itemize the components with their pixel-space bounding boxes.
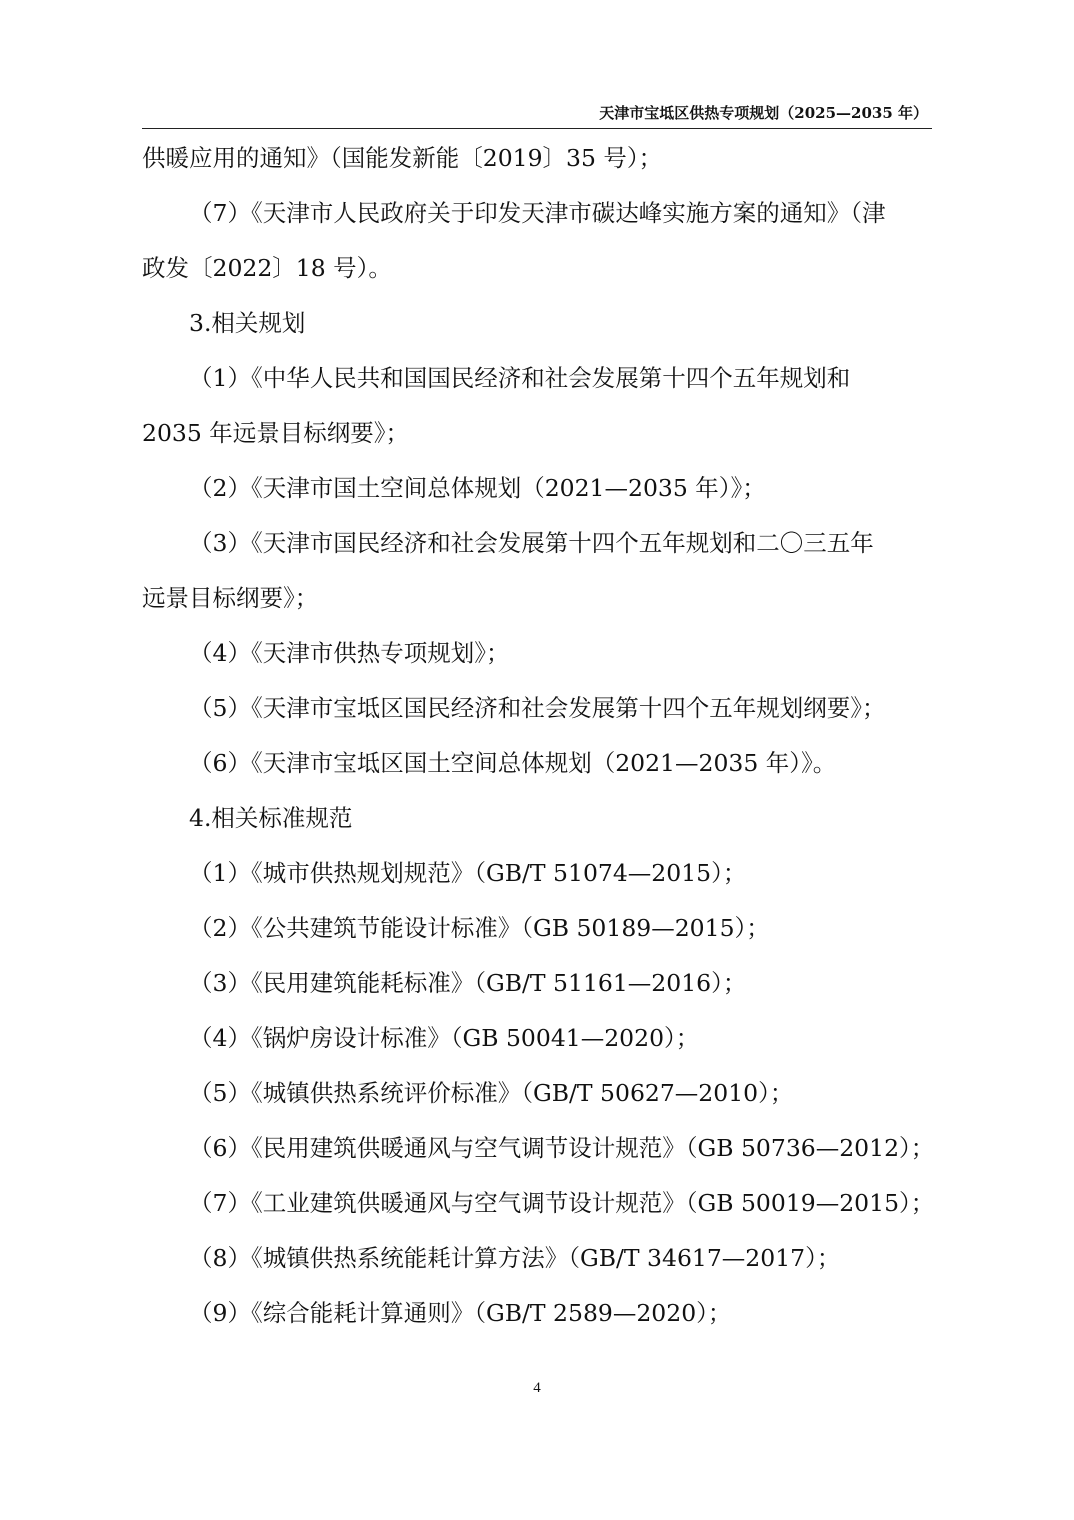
text-line: （9）《综合能耗计算通则》（GB/T 2589—2020）； <box>189 1299 732 1327</box>
text-line: （6）《民用建筑供暖通风与空气调节设计规范》（GB 50736—2012）； <box>189 1134 935 1162</box>
text-line: （1）《中华人民共和国国民经济和社会发展第十四个五年规划和 <box>189 364 851 392</box>
text-line: （4）《锅炉房设计标准》（GB 50041—2020）； <box>189 1024 700 1052</box>
text-line: 2035 年远景目标纲要》； <box>142 419 410 447</box>
document-body <box>142 131 934 1341</box>
text-line: （6）《天津市宝坻区国土空间总体规划（2021—2035 年）》。 <box>189 749 837 777</box>
text-line: （2）《公共建筑节能设计标准》（GB 50189—2015）； <box>189 914 770 942</box>
text-line: （2）《天津市国土空间总体规划（2021—2035 年）》； <box>189 474 766 502</box>
running-header <box>142 98 932 129</box>
text-line: 政发〔2022〕18 号）。 <box>142 254 392 282</box>
page-number: 4 <box>533 1380 541 1396</box>
text-line: 3.相关规划 <box>189 309 306 337</box>
text-line: （3）《天津市国民经济和社会发展第十四个五年规划和二〇三五年 <box>189 529 874 557</box>
text-line: （8）《城镇供热系统能耗计算方法》（GB/T 34617—2017）； <box>189 1244 841 1272</box>
text-line: 供暖应用的通知》（国能发新能〔2019〕35 号）； <box>142 144 663 172</box>
text-line: 远景目标纲要》； <box>142 584 319 612</box>
text-line: （5）《城镇供热系统评价标准》（GB/T 50627—2010）； <box>189 1079 794 1107</box>
text-line: （4）《天津市供热专项规划》； <box>189 639 510 667</box>
text-line: （1）《城市供热规划规范》（GB/T 51074—2015）； <box>189 859 747 887</box>
text-line: （5）《天津市宝坻区国民经济和社会发展第十四个五年规划纲要》； <box>189 694 886 722</box>
text-line: （7）《天津市人民政府关于印发天津市碳达峰实施方案的通知》（津 <box>189 199 886 227</box>
text-line: （3）《民用建筑能耗标准》（GB/T 51161—2016）； <box>189 969 747 997</box>
text-line: （7）《工业建筑供暖通风与空气调节设计规范》（GB 50019—2015）； <box>189 1189 935 1217</box>
header-title: 天津市宝坻区供热专项规划（2025—2035 年） <box>599 104 928 122</box>
text-line: 4.相关标准规范 <box>189 804 353 832</box>
